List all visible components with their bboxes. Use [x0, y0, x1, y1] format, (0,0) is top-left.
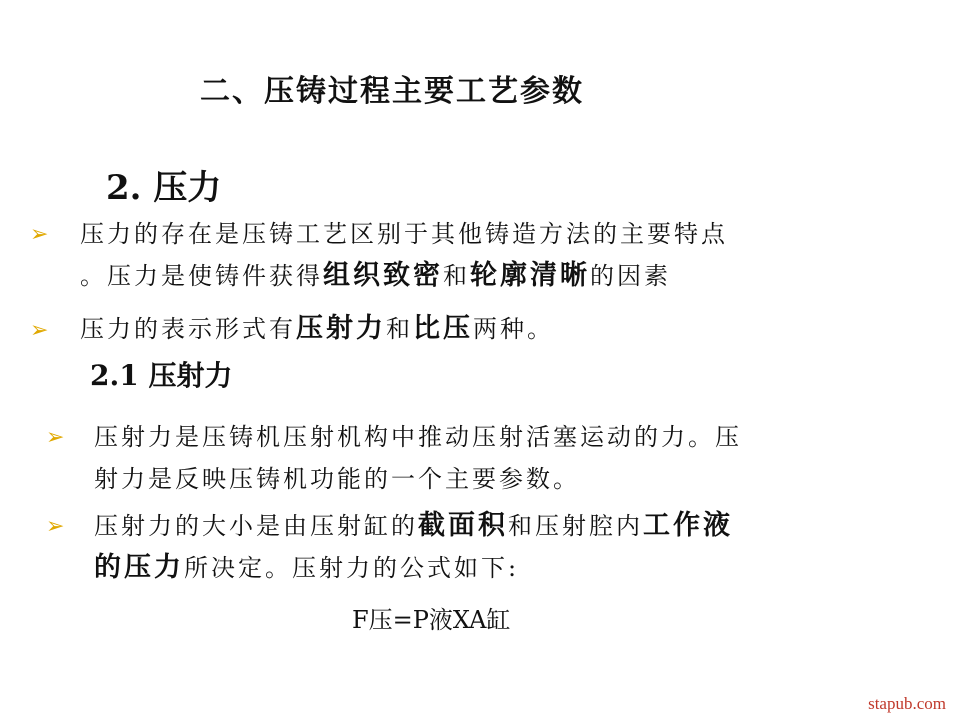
formula: F压=P液XA缸: [352, 606, 511, 634]
bullet-arrow-icon: ➢: [30, 318, 49, 343]
emphasis-specific-pressure: 比压: [413, 313, 473, 344]
bullet-3-line-2: 射力是反映压铸机功能的一个主要参数。: [94, 465, 580, 493]
emphasis-dense-structure: 组织致密: [323, 260, 443, 291]
emphasis-working-fluid: 工作液: [643, 510, 733, 541]
bullet-4-line-2: 的压力所决定。压射力的公式如下:: [94, 552, 520, 583]
bullet-4-text: [94, 505, 733, 589]
section-heading: 2. 压力: [106, 168, 222, 208]
bullet-3-line-1: 压射力是压铸机压射机构中推动压射活塞运动的力。压: [94, 423, 742, 451]
bullet-arrow-icon: ➢: [46, 425, 65, 450]
emphasis-cross-section: 截面积: [418, 510, 508, 541]
emphasis-pressure: 的压力: [94, 552, 184, 583]
emphasis-clear-outline: 轮廓清晰: [470, 260, 590, 291]
subsection-heading: 2.1 压射力: [90, 359, 233, 392]
bullet-2-text: 压力的表示形式有压射力和比压两种。: [80, 313, 554, 344]
bullet-3-text: [94, 416, 742, 500]
slide-title: 二、压铸过程主要工艺参数: [200, 74, 584, 109]
bullet-1-line-2: 。压力是使铸件获得组织致密和轮廓清晰的因素: [80, 260, 671, 291]
emphasis-injection-force: 压射力: [296, 313, 386, 344]
bullet-arrow-icon: ➢: [46, 514, 65, 539]
bullet-arrow-icon: ➢: [30, 222, 49, 247]
bullet-4-line-1: 压射力的大小是由压射缸的截面积和压射腔内工作液: [94, 510, 733, 541]
bullet-1-line-1: 压力的存在是压铸工艺区别于其他铸造方法的主要特点: [80, 220, 728, 248]
watermark: stapub.com: [868, 694, 946, 713]
bullet-1-text: [80, 213, 728, 297]
